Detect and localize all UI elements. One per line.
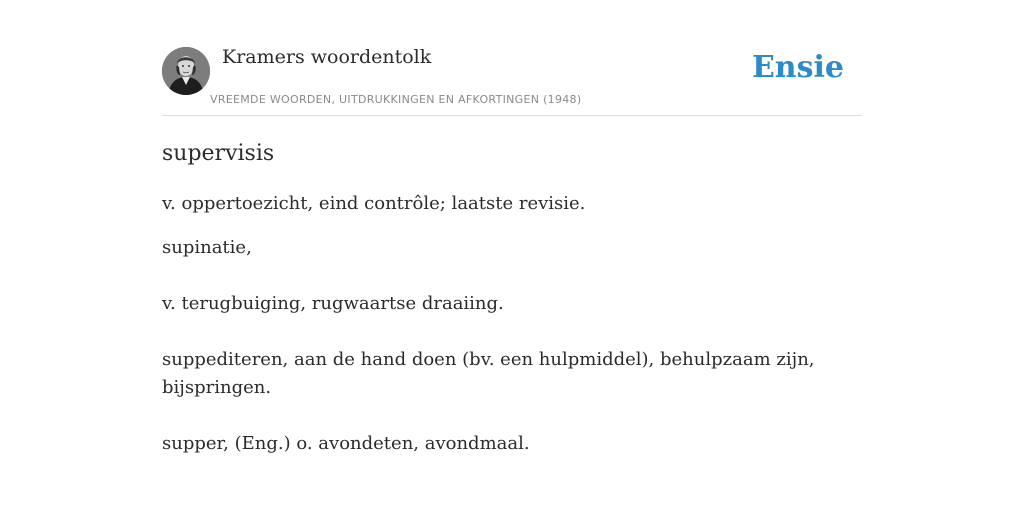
context-line xyxy=(162,402,862,430)
source-title-link[interactable]: Kramers woordentolk xyxy=(222,46,432,68)
context-line xyxy=(162,318,862,346)
ensie-logo-link[interactable]: Ensie xyxy=(751,50,844,85)
entry-content xyxy=(162,139,862,458)
entry-headword: supervisis xyxy=(162,141,275,166)
context-line: supinatie, xyxy=(162,237,252,258)
context-line: v. terugbuiging, rugwaartse draaiing. xyxy=(162,293,504,314)
context-line: suppediteren, aan de hand doen (bv. een hulpmiddel), behulpzaam zijn, xyxy=(162,349,815,370)
portrait-icon xyxy=(162,47,210,95)
entry-context xyxy=(162,234,862,458)
entry-definition: v. oppertoezicht, eind contrôle; laatste revisie. xyxy=(162,193,586,214)
header xyxy=(162,44,862,116)
context-line xyxy=(162,262,862,290)
source-subtitle: VREEMDE WOORDEN, UITDRUKKINGEN EN AFKORTINGEN (1948) xyxy=(210,93,582,106)
portrait-avatar-icon[interactable] xyxy=(162,47,210,95)
context-line: supper, (Eng.) o. avondeten, avondmaal. xyxy=(162,433,530,454)
context-line: bijspringen. xyxy=(162,377,272,398)
